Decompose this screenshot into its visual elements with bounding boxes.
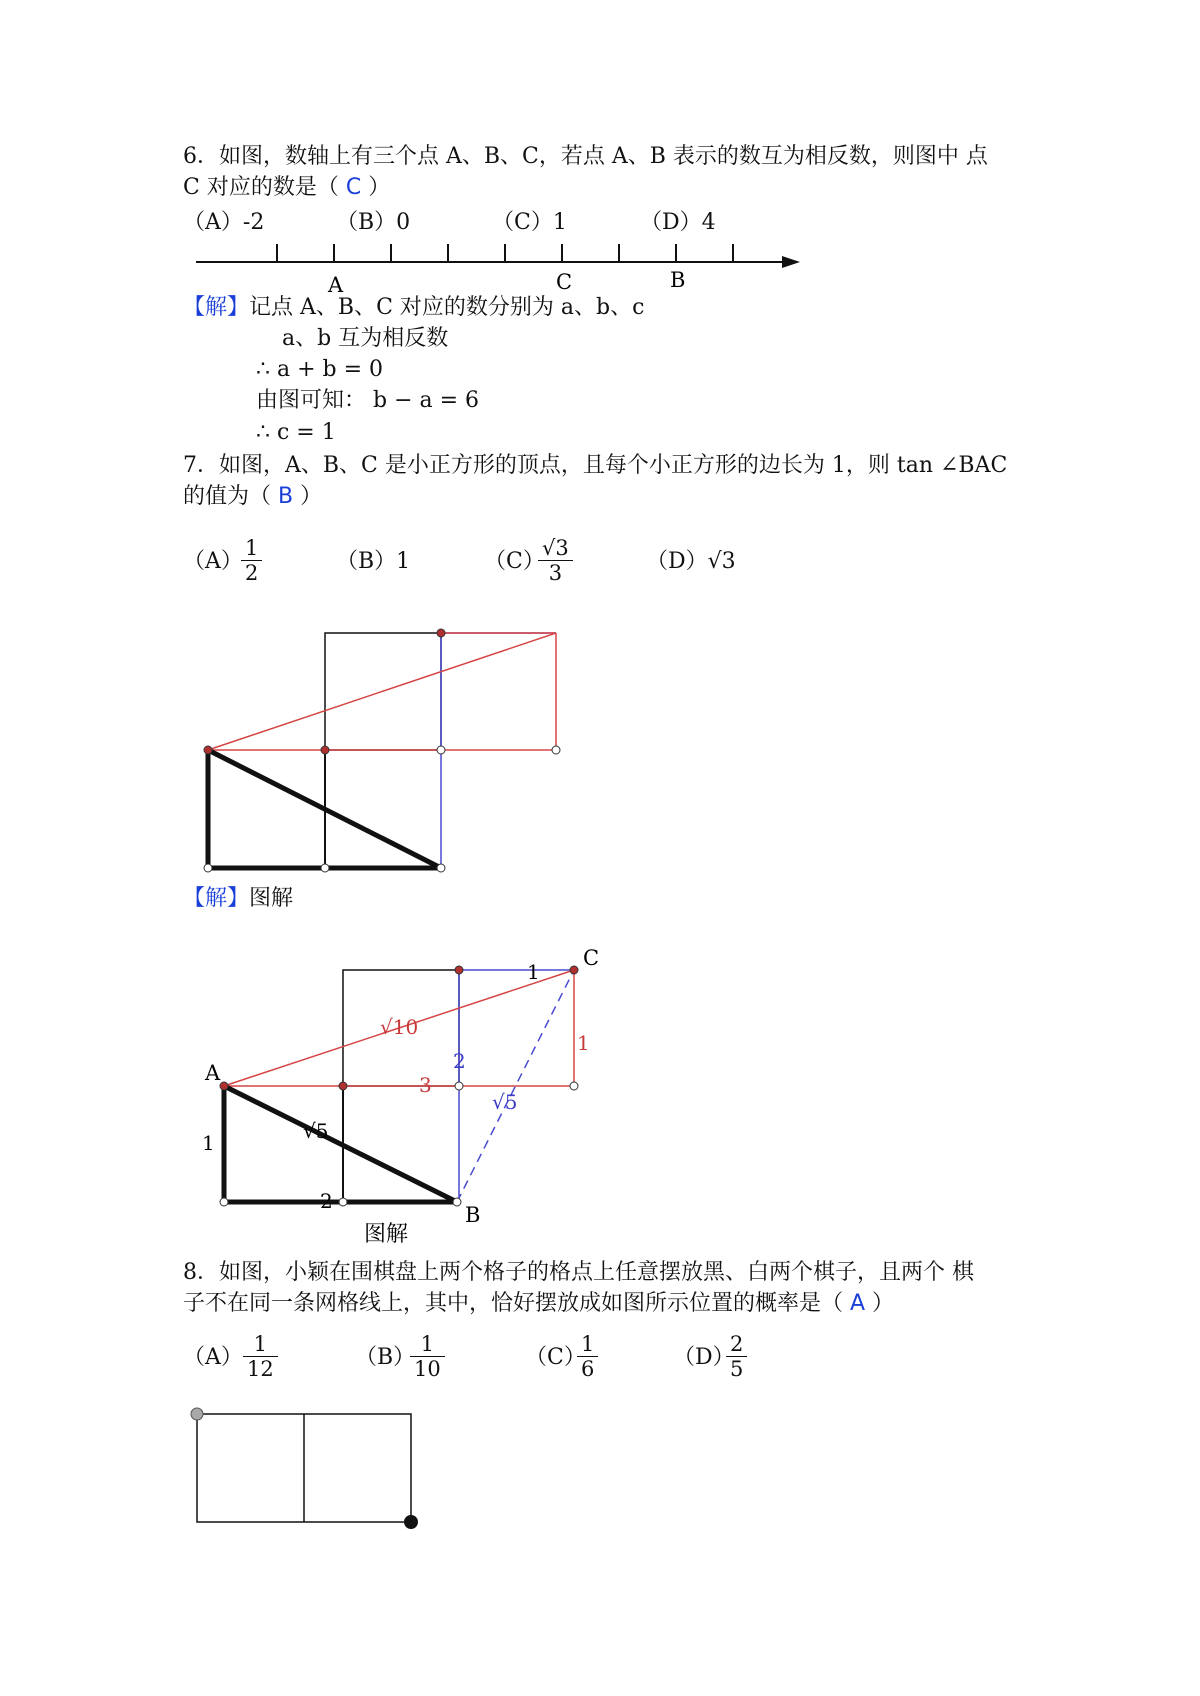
q7-option-c-label: （C） xyxy=(484,549,545,574)
q7-option-c-denominator: 3 xyxy=(548,561,563,585)
q6-solution-line2: a、b 互为相反数 xyxy=(282,326,449,351)
q7-option-a-numerator: 1 xyxy=(241,536,262,561)
q6-number-line xyxy=(196,244,800,268)
q7-solution-tag: 【解】 xyxy=(183,886,250,911)
q7-stem-line2 xyxy=(183,482,322,512)
q6-axis-label-a: A xyxy=(328,273,344,297)
q8-option-c-fraction xyxy=(577,1332,598,1381)
q8-option-c-numerator: 1 xyxy=(577,1332,598,1357)
q7-option-b: （B）1 xyxy=(336,549,411,574)
q7-label-one-right: 1 xyxy=(577,1031,590,1055)
q6-solution-tag: 【解】 xyxy=(183,295,250,320)
q7-figure-caption: 图解 xyxy=(364,1222,409,1247)
q7-stem-line1: 7．如图，A、B、C 是小正方形的顶点，且每个小正方形的边长为 1，则 tan ∠BAC xyxy=(183,453,1008,478)
q8-option-b-fraction xyxy=(410,1332,445,1381)
q8-white-stone xyxy=(191,1408,203,1420)
q7-label-three: 3 xyxy=(419,1073,432,1097)
q8-option-a-denominator: 12 xyxy=(247,1357,274,1381)
q6-answer: C xyxy=(345,175,362,200)
q7-answer: B xyxy=(278,484,294,509)
q6-stem-suffix: ） xyxy=(361,175,391,200)
q6-solution-line3: ∴ a + b = 0 xyxy=(256,357,384,382)
q8-stem-line1: 8．如图，小颖在围棋盘上两个格子的格点上任意摆放黑、白两个棋子，且两个 棋 xyxy=(183,1260,974,1285)
q7-stem-suffix: ） xyxy=(293,484,323,509)
q7-stem-prefix: 的值为（ xyxy=(183,484,278,509)
q8-option-a-fraction xyxy=(243,1332,278,1381)
q8-option-d-denominator: 5 xyxy=(730,1357,744,1381)
q8-answer: A xyxy=(850,1291,866,1316)
q6-solution-line5: ∴ c = 1 xyxy=(256,420,336,445)
q8-option-d-fraction xyxy=(726,1332,747,1381)
q6-stem-prefix: C 对应的数是（ xyxy=(183,175,346,200)
q7-option-c-numerator: √3 xyxy=(538,536,573,561)
q8-option-d-label: （D） xyxy=(673,1345,735,1370)
q7-label-sqrt10: √10 xyxy=(380,1015,419,1039)
q7-label-sqrt5-right: √5 xyxy=(492,1090,518,1114)
q7-option-a-denominator: 2 xyxy=(245,561,259,585)
q7-label-one-top: 1 xyxy=(527,960,540,984)
q6-option-d: （D）4 xyxy=(640,210,716,235)
q8-option-a-numerator: 1 xyxy=(243,1332,278,1357)
q7-solution-line xyxy=(183,884,293,914)
q7-option-d: （D）√3 xyxy=(646,549,736,574)
q8-stem-prefix: 子不在同一条网格线上，其中，恰好摆放成如图所示位置的概率是（ xyxy=(183,1291,850,1316)
q6-solution-text1: 记点 A、B、C 对应的数分别为 a、b、c xyxy=(249,295,645,320)
q8-board xyxy=(197,1414,411,1522)
q7-label-sqrt5-diagonal: √5 xyxy=(303,1119,329,1143)
q8-option-b-numerator: 1 xyxy=(410,1332,445,1357)
q6-axis-label-b: B xyxy=(670,268,686,292)
q7-option-a-fraction xyxy=(241,536,262,585)
q7-label-one-left: 1 xyxy=(202,1131,215,1155)
q6-option-a: （A）-2 xyxy=(183,210,265,235)
q6-stem-line1: 6．如图，数轴上有三个点 A、B、C，若点 A、B 表示的数互为相反数，则图中 点 xyxy=(183,144,988,169)
q6-option-b: （B）0 xyxy=(336,210,411,235)
q8-option-b-denominator: 10 xyxy=(414,1357,441,1381)
q6-axis-label-c: C xyxy=(556,270,573,294)
q8-stem-suffix: ） xyxy=(865,1291,895,1316)
q6-option-c: （C）1 xyxy=(492,210,567,235)
q8-option-c-label: （C） xyxy=(525,1345,586,1370)
q7-solution-text: 图解 xyxy=(249,886,294,911)
q7-label-two-bottom: 2 xyxy=(320,1189,333,1213)
q8-black-stone xyxy=(404,1515,418,1529)
q7-solution-figure xyxy=(224,970,574,1202)
q7-label-two-vertical: 2 xyxy=(453,1049,466,1073)
q7-label-a: A xyxy=(205,1061,221,1085)
q8-option-b-label: （B） xyxy=(355,1345,416,1370)
q8-stem-line2 xyxy=(183,1289,894,1319)
q7-option-c-fraction xyxy=(538,536,573,585)
q7-label-c: C xyxy=(583,946,600,970)
q8-option-d-numerator: 2 xyxy=(726,1332,747,1357)
q8-option-c-denominator: 6 xyxy=(581,1357,595,1381)
q7-label-b: B xyxy=(465,1203,481,1227)
q7-option-a-label: （A） xyxy=(183,549,243,574)
q6-solution-line1 xyxy=(183,293,644,323)
q6-solution-line4: 由图可知： b − a = 6 xyxy=(256,388,480,413)
q8-option-a-label: （A） xyxy=(183,1345,243,1370)
q7-figure-grid xyxy=(208,633,556,868)
